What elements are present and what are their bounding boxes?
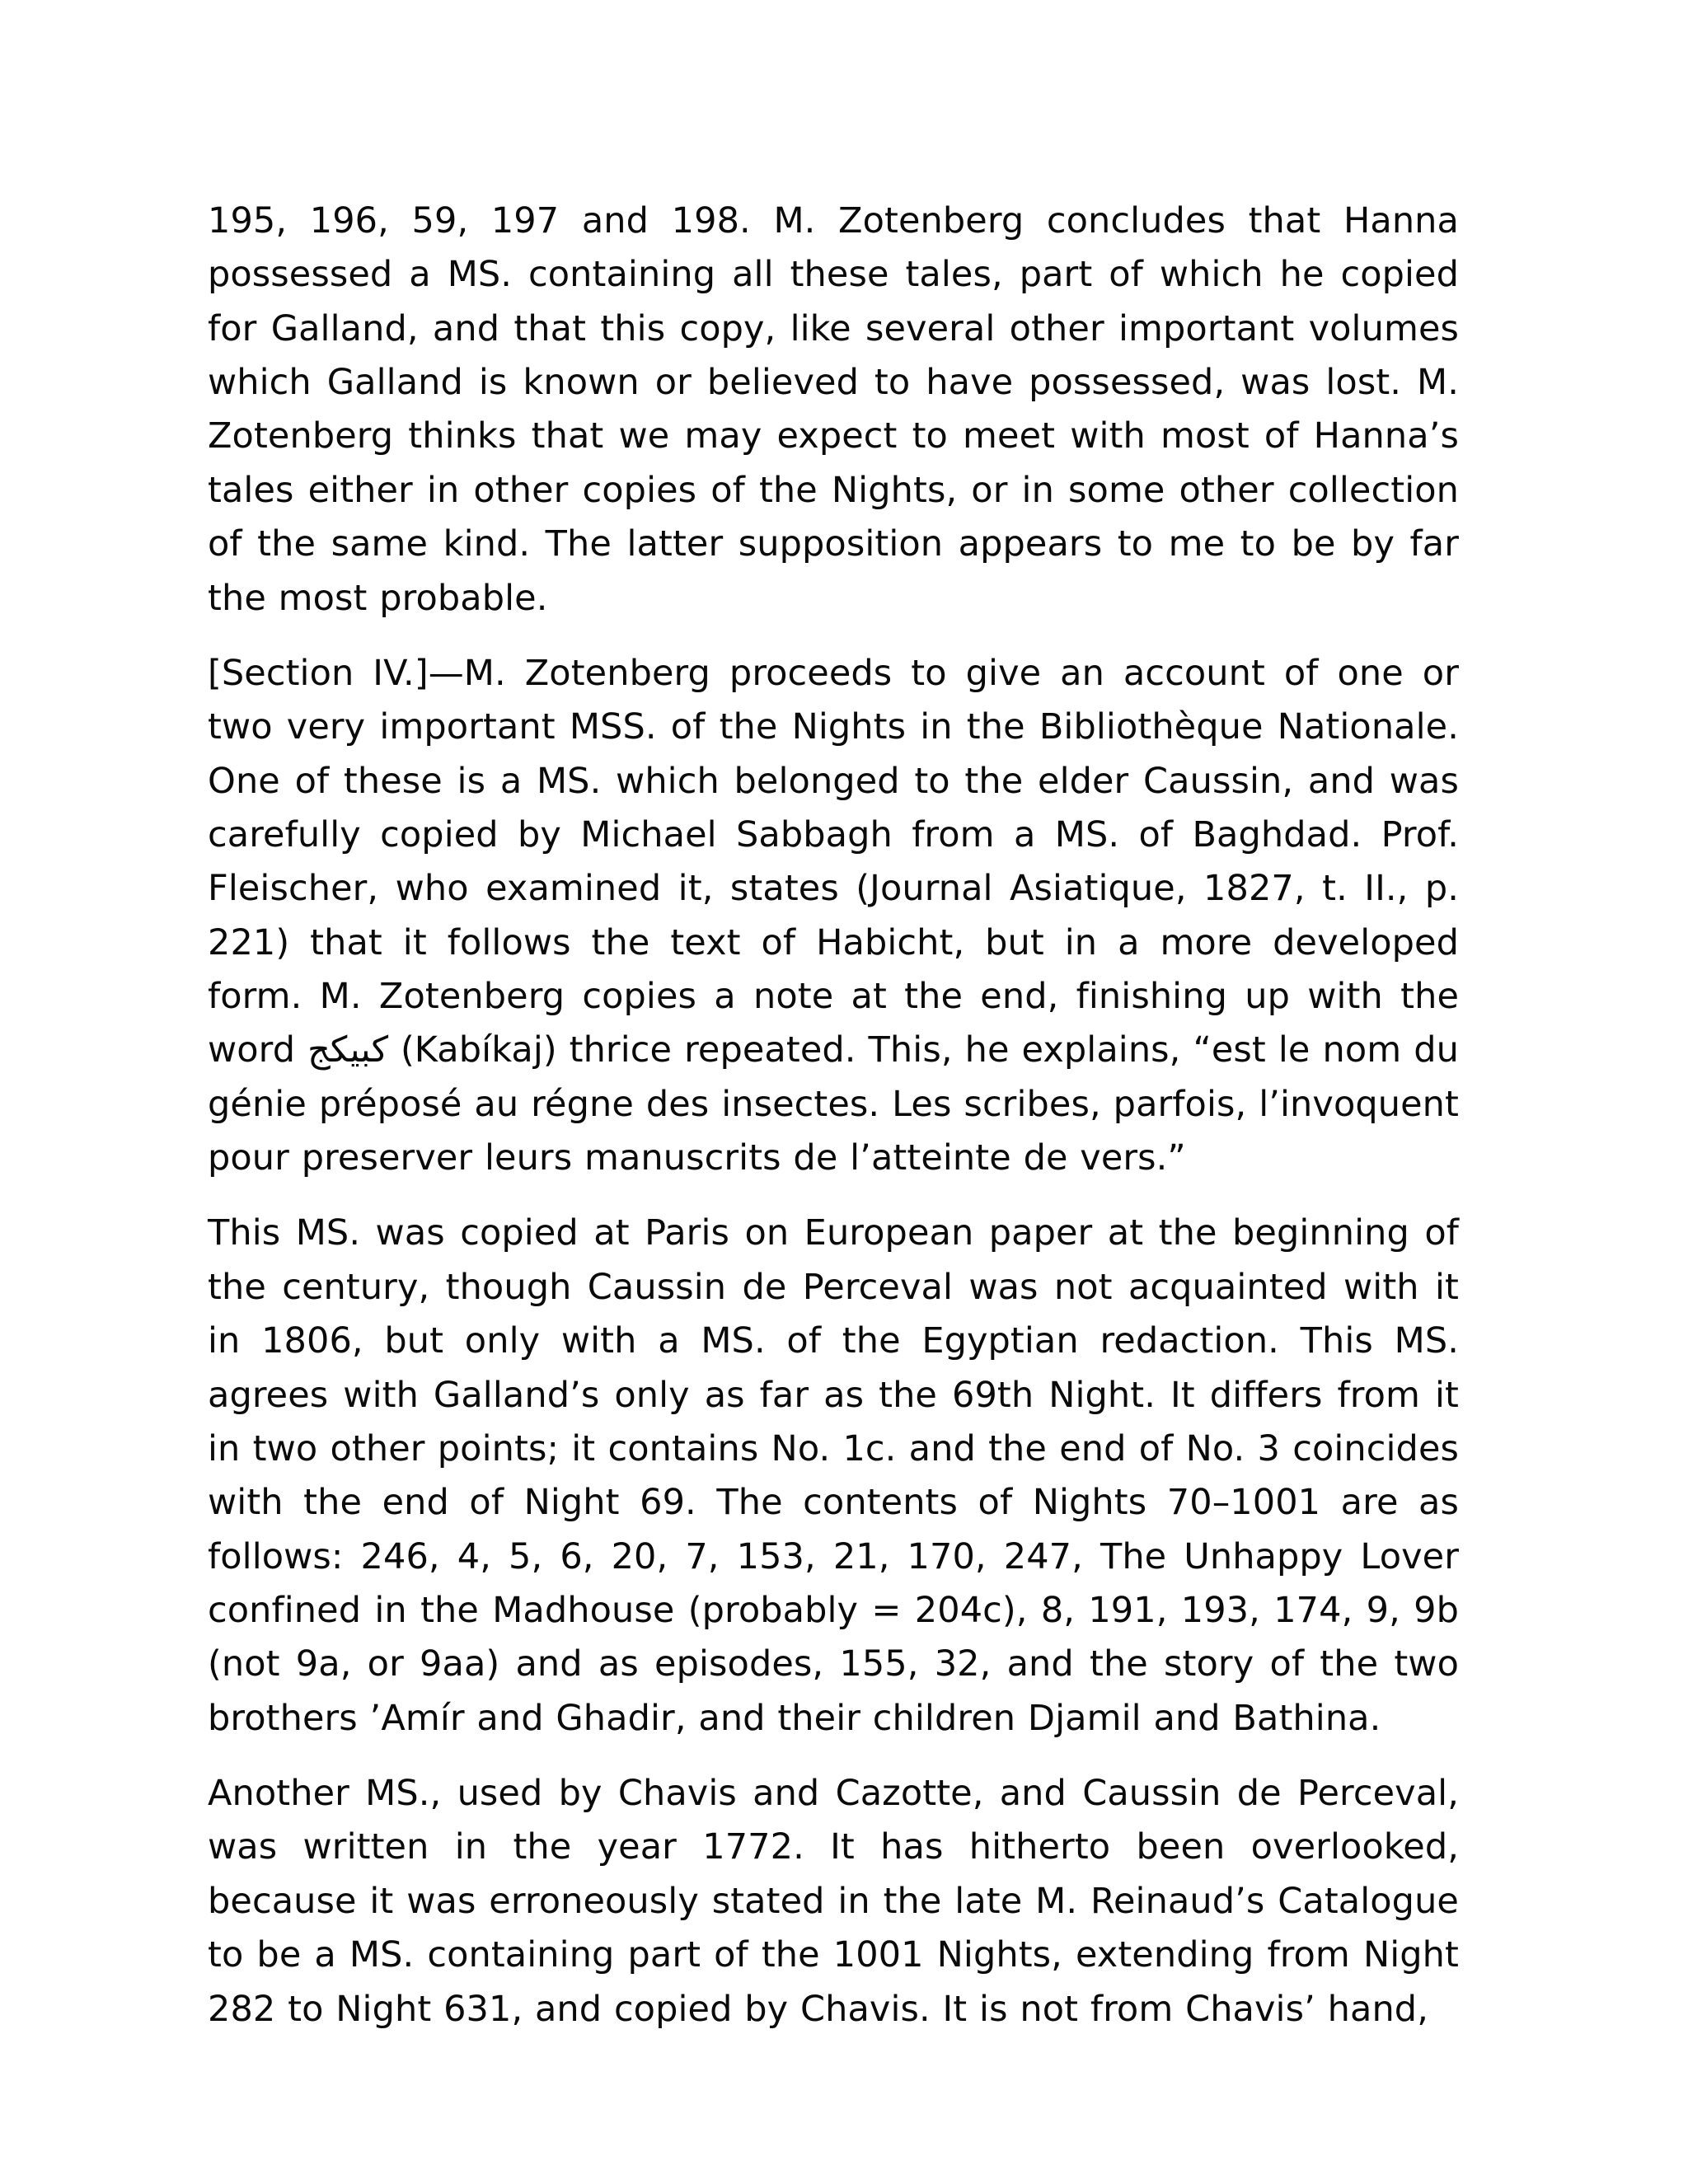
- paragraph: This MS. was copied at Paris on European paper at the beginning of the century, though Caussin de Perceval was not acquainted with it in 1806, but only with a MS. of the Egyptian redaction. This MS. agrees with Galland’s only as far as the 69th Night. It differs from it in two other points; it contains No. 1c. and the end of No. 3 coincides with the end of Night 69. The contents of Nights 70–1001 are as follows: 246, 4, 5, 6, 20, 7, 153, 21, 170, 247, The Unhappy Lover confined in the Madhouse (probably = 204c), 8, 191, 193, 174, 9, 9b (not 9a, or 9aa) and as episodes, 155, 32, and the story of the two brothers ʼAmír and Ghadir, and their children Djamil and Bathina.: [208, 1212, 1459, 1739]
- paragraph: [Section IV.]—M. Zotenberg proceeds to give an account of one or two very important MSS. of the Nights in the Bibliothèque Nationale. One of these is a MS. which belonged to the elder Caussin, and was carefully copied by Michael Sabbagh from a MS. of Baghdad. Prof. Fleischer, who examined it, states (Journal Asiatique, 1827, t. II., p. 221) that it follows the text of Habicht, but in a more developed form. M. Zotenberg copies a note at the end, finishing up with the word كبيكج (Kabíkaj) thrice repeated. This, he explains, “est le nom du génie préposé au régne des insectes. Les scribes, parfois, l’invoquent pour preserver leurs manuscrits de l’atteinte de vers.”: [208, 652, 1459, 1179]
- paragraph: Another MS., used by Chavis and Cazotte, and Caussin de Perceval, was written in the year 1772. It has hitherto been overlooked, because it was erroneously stated in the late M. Reinaud’s Catalogue to be a MS. containing part of the 1001 Nights, extending from Night 282 to Night 631, and copied by Chavis. It is not from Chavis’ hand,: [208, 1773, 1459, 2030]
- paragraph: 195, 196, 59, 197 and 198. M. Zotenberg concludes that Hanna possessed a MS. containing all these tales, part of which he copied for Galland, and that this copy, like several other important volumes which Galland is known or believed to have possessed, was lost. M. Zotenberg thinks that we may expect to meet with most of Hanna’s tales either in other copies of the Nights, or in some other collection of the same kind. The latter supposition appears to me to be by far the most probable.: [208, 200, 1459, 619]
- text-column: [208, 194, 1459, 2036]
